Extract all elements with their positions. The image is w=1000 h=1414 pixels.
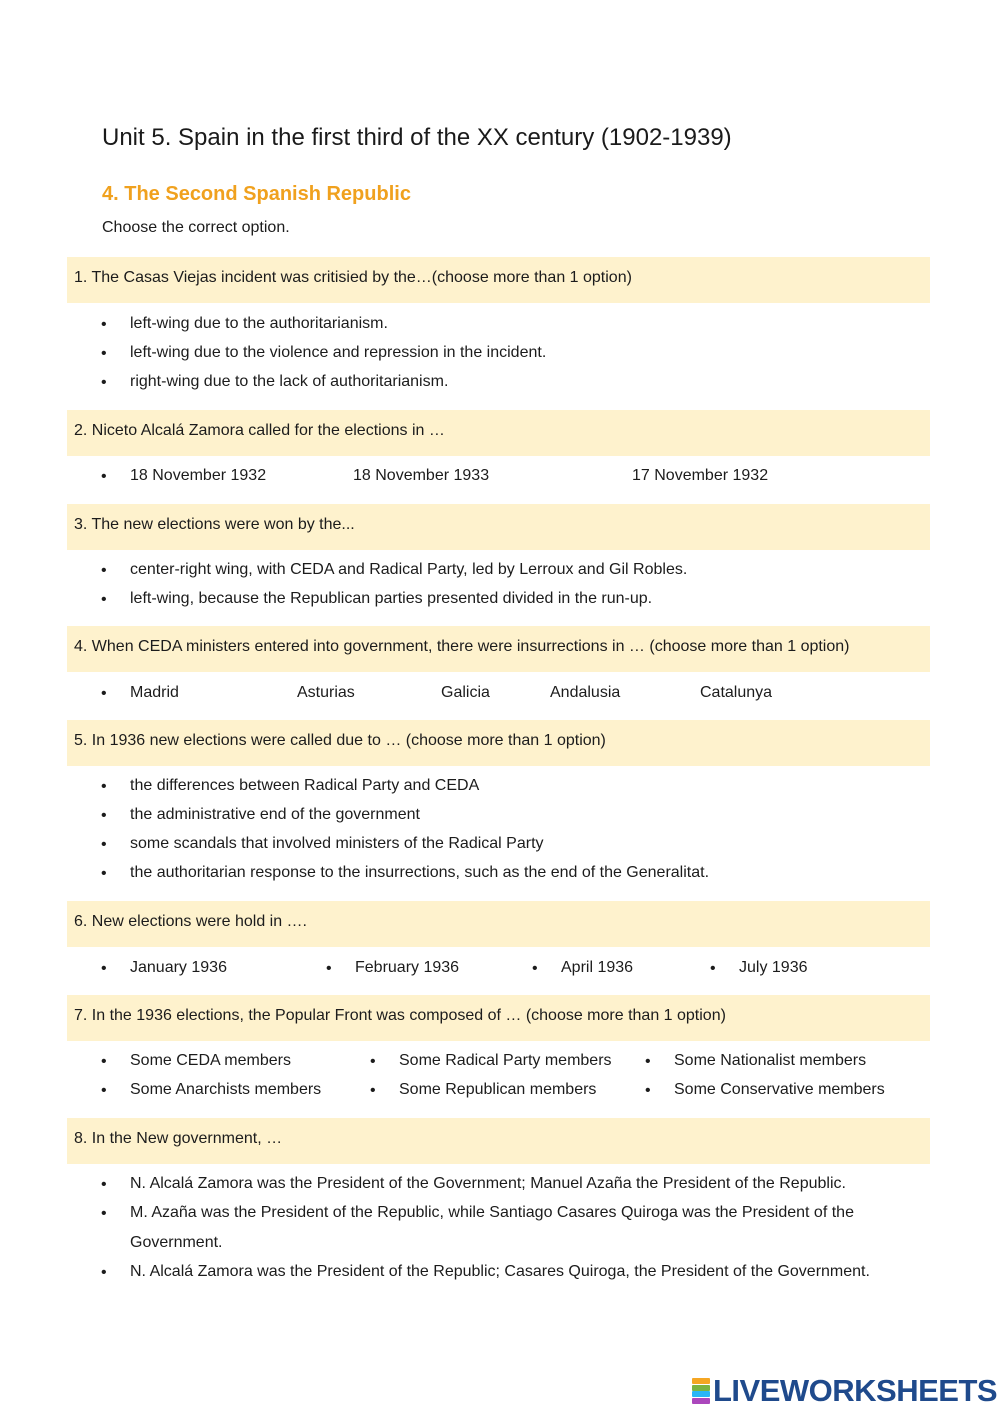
bullet: • bbox=[101, 836, 107, 853]
q4-option-2[interactable]: Asturias bbox=[297, 684, 355, 701]
q3-option-1[interactable]: center-right wing, with CEDA and Radical Party, led by Lerroux and Gil Robles. bbox=[130, 561, 688, 578]
q8-option-3[interactable]: N. Alcalá Zamora was the President of the Republic; Casares Quiroga, the President of the Government. bbox=[130, 1263, 870, 1280]
bullet: • bbox=[101, 316, 107, 333]
q1-option-2[interactable]: left-wing due to the violence and repression in the incident. bbox=[130, 344, 547, 361]
bullet: • bbox=[101, 1205, 107, 1222]
q6-option-4[interactable]: July 1936 bbox=[739, 959, 808, 976]
q2-option-3[interactable]: 17 November 1932 bbox=[632, 467, 769, 484]
question-5-text: 5. In 1936 new elections were called due to … (choose more than 1 option) bbox=[74, 732, 606, 749]
logo-text: LIVEWORKSHEETS bbox=[713, 1373, 998, 1408]
q7-option-5[interactable]: Some Republican members bbox=[399, 1081, 597, 1098]
bullet: • bbox=[101, 865, 107, 882]
question-6-bar bbox=[67, 901, 930, 947]
q7-option-4[interactable]: Some Anarchists members bbox=[130, 1081, 322, 1098]
q5-option-1[interactable]: the differences between Radical Party and CEDA bbox=[130, 777, 480, 794]
q8-option-2[interactable]: M. Azaña was the President of the Republic, while Santiago Casares Quiroga was the President of the bbox=[130, 1204, 854, 1221]
q2-option-1[interactable]: 18 November 1932 bbox=[130, 467, 267, 484]
bullet: • bbox=[370, 1053, 376, 1070]
q6-option-1[interactable]: January 1936 bbox=[130, 959, 227, 976]
bullet: • bbox=[101, 468, 107, 485]
q8-option-2-continued[interactable]: Government. bbox=[130, 1234, 223, 1251]
question-6-text: 6. New elections were hold in …. bbox=[74, 913, 307, 930]
q3-option-2[interactable]: left-wing, because the Republican parties presented divided in the run-up. bbox=[130, 590, 653, 607]
question-2-text: 2. Niceto Alcalá Zamora called for the elections in … bbox=[74, 422, 445, 439]
logo-bar-2 bbox=[692, 1385, 710, 1391]
section-title: 4. The Second Spanish Republic bbox=[102, 183, 411, 205]
question-2-bar bbox=[67, 410, 930, 456]
question-7-text: 7. In the 1936 elections, the Popular Front was composed of … (choose more than 1 option) bbox=[74, 1007, 726, 1024]
q4-option-4[interactable]: Andalusia bbox=[550, 684, 621, 701]
q2-option-2[interactable]: 18 November 1933 bbox=[353, 467, 490, 484]
liveworksheets-logo bbox=[692, 1374, 997, 1408]
q7-option-6[interactable]: Some Conservative members bbox=[674, 1081, 885, 1098]
q7-option-3[interactable]: Some Nationalist members bbox=[674, 1052, 867, 1069]
question-7-bar bbox=[67, 995, 930, 1041]
question-3-text: 3. The new elections were won by the... bbox=[74, 516, 355, 533]
logo-bar-4 bbox=[692, 1398, 710, 1404]
bullet: • bbox=[710, 960, 716, 977]
question-4-bar bbox=[67, 626, 930, 672]
bullet: • bbox=[101, 374, 107, 391]
question-5-bar bbox=[67, 720, 930, 766]
bullet: • bbox=[101, 1176, 107, 1193]
bullet: • bbox=[101, 960, 107, 977]
logo-bar-3 bbox=[692, 1391, 710, 1397]
q5-option-3[interactable]: some scandals that involved ministers of the Radical Party bbox=[130, 835, 544, 852]
bullet: • bbox=[101, 778, 107, 795]
q4-option-5[interactable]: Catalunya bbox=[700, 684, 773, 701]
q1-option-3[interactable]: right-wing due to the lack of authoritarianism. bbox=[130, 373, 449, 390]
bullet: • bbox=[101, 1264, 107, 1281]
q6-option-2[interactable]: February 1936 bbox=[355, 959, 460, 976]
bullet: • bbox=[101, 562, 107, 579]
q4-option-1[interactable]: Madrid bbox=[130, 684, 179, 701]
q8-option-1[interactable]: N. Alcalá Zamora was the President of the Government; Manuel Azaña the President of the Republic. bbox=[130, 1175, 846, 1192]
bullet: • bbox=[645, 1053, 651, 1070]
bullet: • bbox=[101, 1082, 107, 1099]
logo-mark-icon bbox=[692, 1378, 710, 1404]
question-4-text: 4. When CEDA ministers entered into government, there were insurrections in … (choose more than 1 option) bbox=[74, 638, 850, 655]
q7-option-1[interactable]: Some CEDA members bbox=[130, 1052, 291, 1069]
question-8-text: 8. In the New government, … bbox=[74, 1130, 283, 1147]
question-1-bar bbox=[67, 257, 930, 303]
bullet: • bbox=[645, 1082, 651, 1099]
question-3-bar bbox=[67, 504, 930, 550]
bullet: • bbox=[101, 591, 107, 608]
q5-option-2[interactable]: the administrative end of the government bbox=[130, 806, 420, 823]
question-1-text: 1. The Casas Viejas incident was critisied by the…(choose more than 1 option) bbox=[74, 269, 632, 286]
page-title: Unit 5. Spain in the first third of the XX century (1902-1939) bbox=[102, 124, 732, 151]
q7-option-2[interactable]: Some Radical Party members bbox=[399, 1052, 612, 1069]
logo-bar-1 bbox=[692, 1378, 710, 1384]
bullet: • bbox=[101, 345, 107, 362]
bullet: • bbox=[326, 960, 332, 977]
bullet: • bbox=[101, 1053, 107, 1070]
instruction-text: Choose the correct option. bbox=[102, 219, 290, 236]
bullet: • bbox=[101, 807, 107, 824]
q4-option-3[interactable]: Galicia bbox=[441, 684, 490, 701]
q1-option-1[interactable]: left-wing due to the authoritarianism. bbox=[130, 315, 388, 332]
q5-option-4[interactable]: the authoritarian response to the insurrections, such as the end of the Generalitat. bbox=[130, 864, 710, 881]
q6-option-3[interactable]: April 1936 bbox=[561, 959, 634, 976]
bullet: • bbox=[370, 1082, 376, 1099]
bullet: • bbox=[532, 960, 538, 977]
bullet: • bbox=[101, 685, 107, 702]
question-8-bar bbox=[67, 1118, 930, 1164]
